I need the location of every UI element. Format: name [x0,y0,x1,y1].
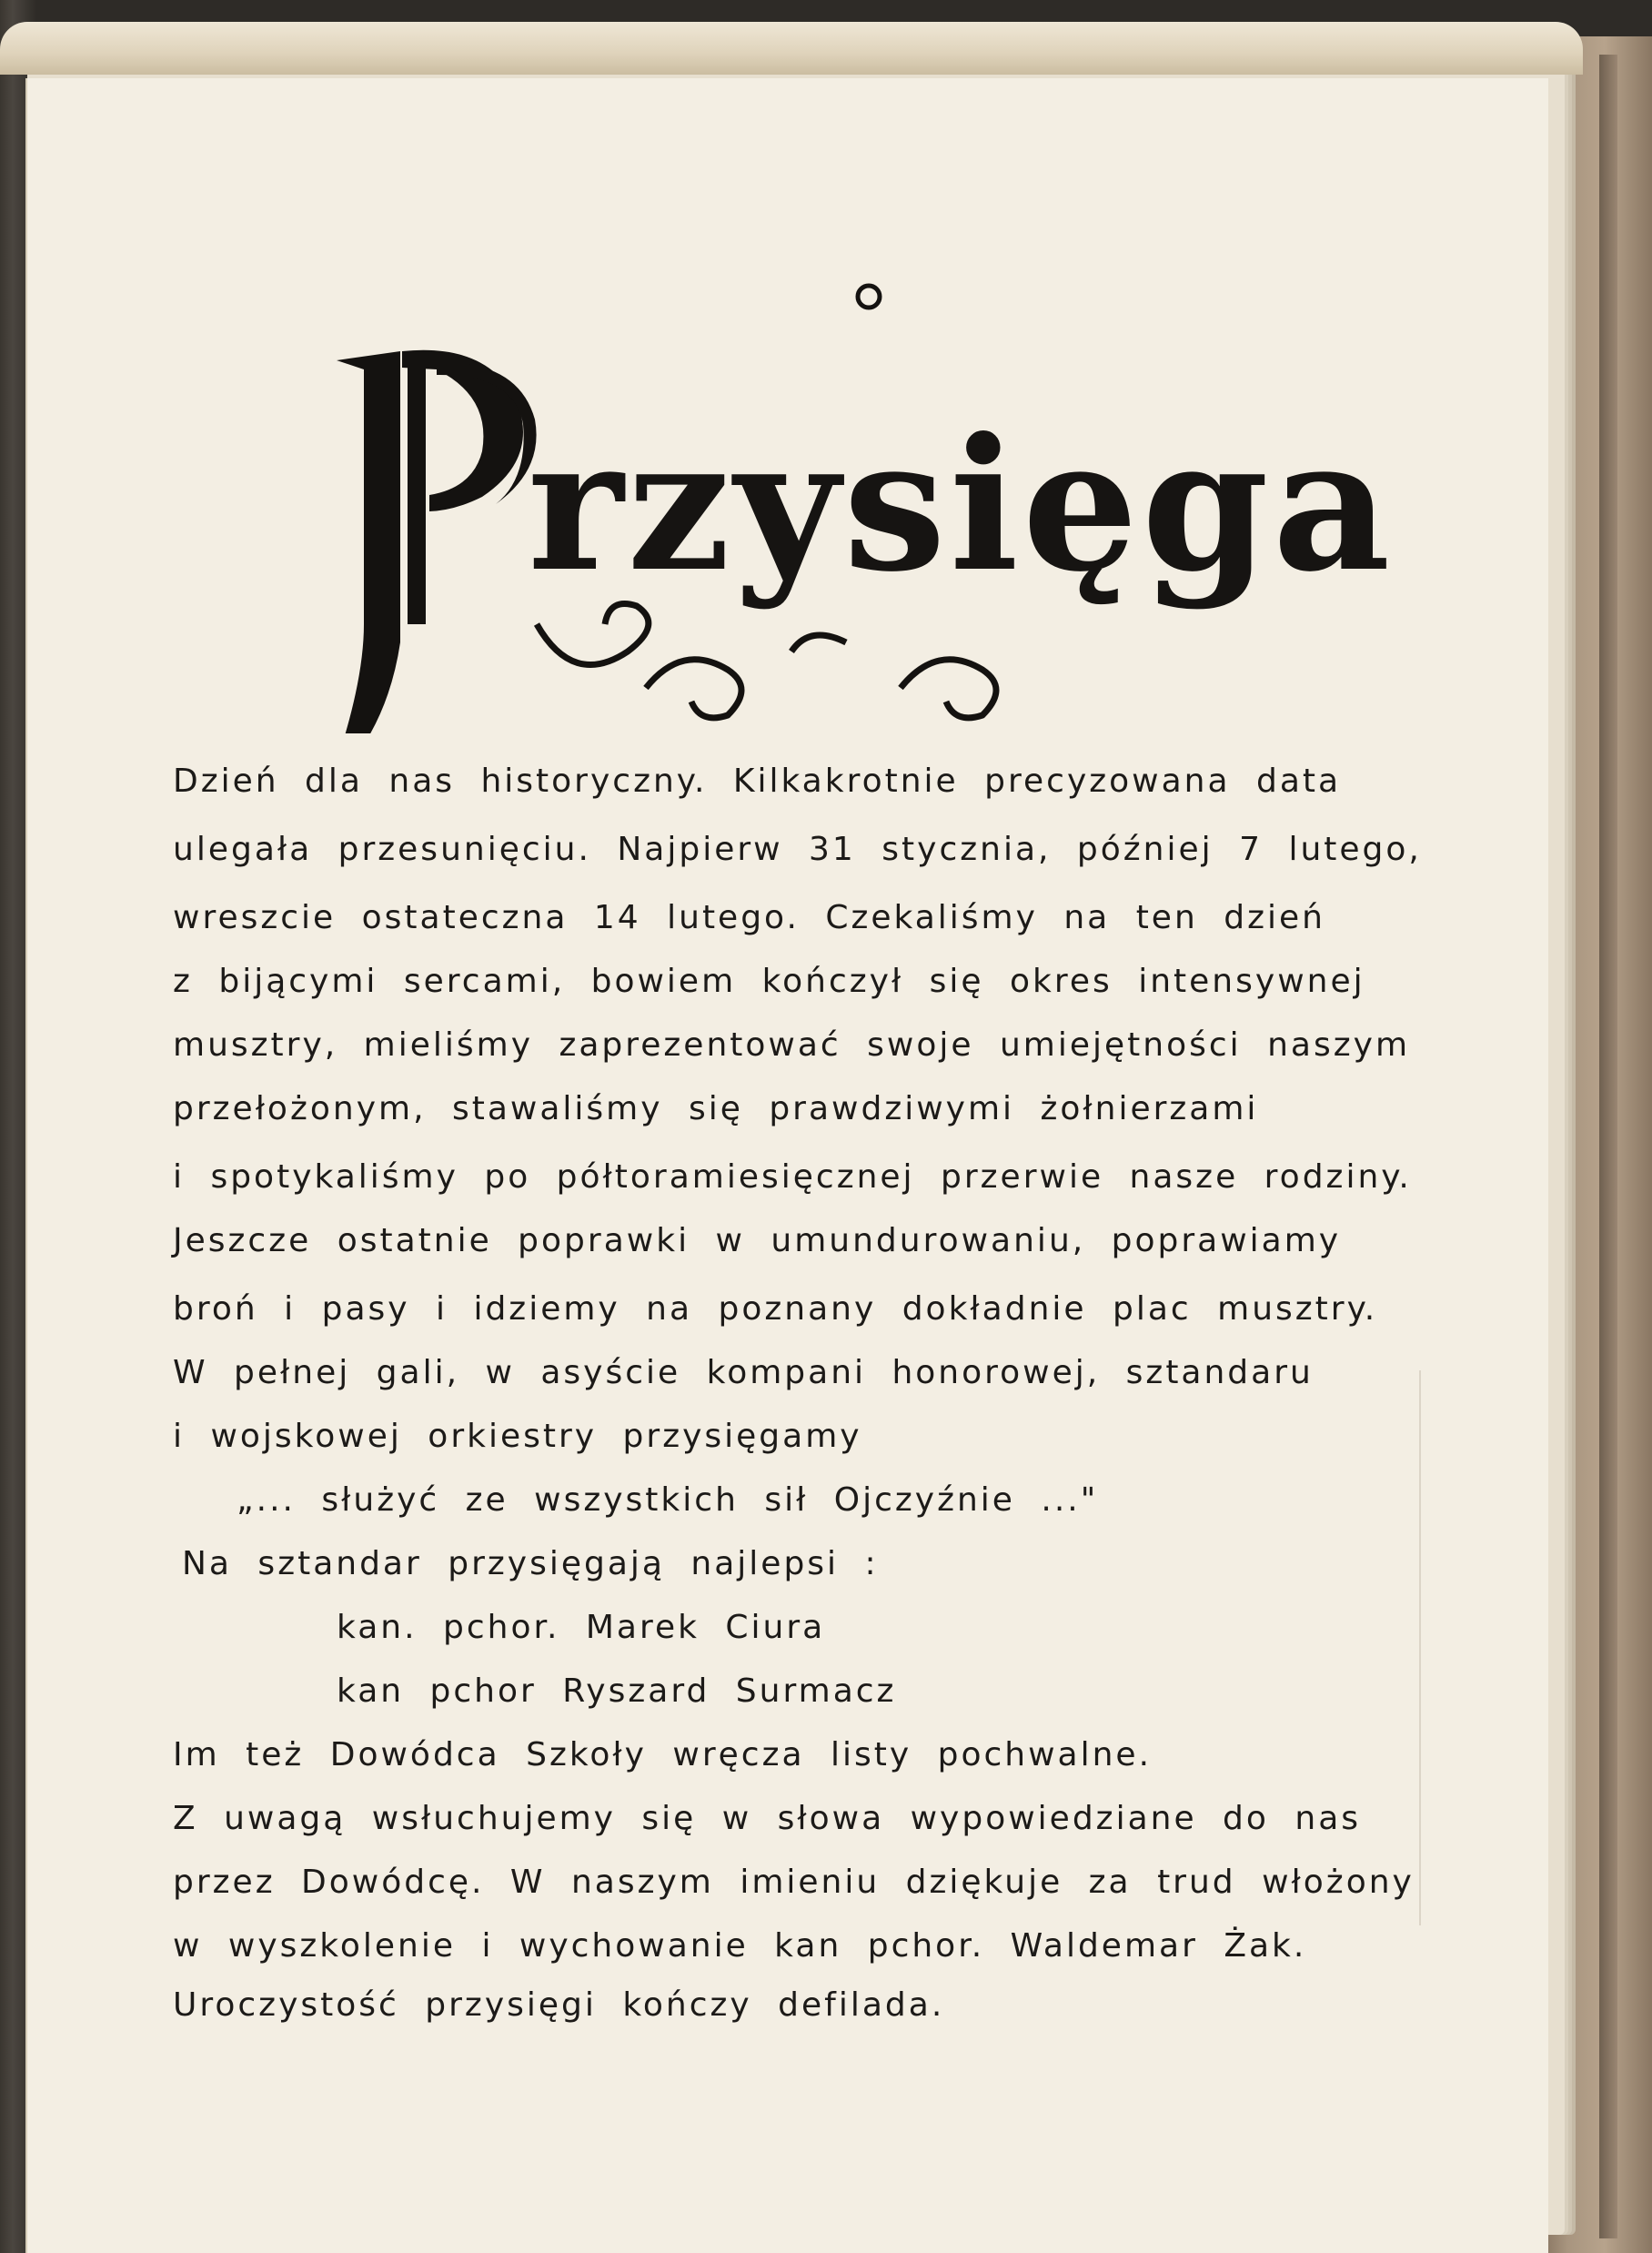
text-line: Uroczystość przysięgi kończy defilada. [173,1986,945,2024]
text-line: i wojskowej orkiestry przysięgamy [173,1418,862,1455]
text-line: W pełnej gali, w asyście kompani honorowej, sztandaru [173,1354,1314,1391]
text-line: Im też Dowódca Szkoły wręcza listy pochwalne. [173,1736,1153,1773]
text-line: Jeszcze ostatnie poprawki w umundurowaniu, poprawiamy [173,1222,1342,1259]
text-line: przełożonym, stawaliśmy się prawdziwymi żołnierzami [173,1090,1259,1127]
album-page [25,78,1548,2253]
name-line: kan pchor Ryszard Surmacz [337,1672,897,1710]
cover-edge [1599,55,1617,2238]
text-line: przez Dowódcę. W naszym imieniu dziękuje za trud włożony [173,1864,1415,1901]
text-line: broń i pasy i idziemy na poznany dokładnie plac musztry. [173,1290,1378,1328]
name-line: kan. pchor. Marek Ciura [337,1609,826,1646]
binding-tape [0,22,1583,75]
title-rest: rzysięga [528,399,1395,612]
text-line: Dzień dla nas historyczny. Kilkakrotnie precyzowana data [173,763,1342,800]
quoted-oath: „... służyć ze wszystkich sił Ojczyźnie ..." [237,1481,1099,1519]
text-line: w wyszkolenie i wychowanie kan pchor. Waldemar Żak. [173,1927,1307,1965]
text-line: z bijącymi sercami, bowiem kończył się okres intensywnej [173,963,1365,1000]
handwritten-text [27,78,1548,2253]
text-line: wreszcie ostateczna 14 lutego. Czekaliśmy na ten dzień [173,899,1325,936]
text-line: Z uwagą wsłuchujemy się w słowa wypowiedziane do nas [173,1800,1362,1837]
text-line: i spotykaliśmy po półtoramiesięcznej przerwie nasze rodziny. [173,1158,1412,1196]
text-line: musztry, mieliśmy zaprezentować swoje umiejętności naszym [173,1026,1411,1064]
text-line: Na sztandar przysięgają najlepsi : [182,1545,879,1582]
text-line: ulegała przesunięciu. Najpierw 31 stycznia, później 7 lutego, [173,831,1422,868]
